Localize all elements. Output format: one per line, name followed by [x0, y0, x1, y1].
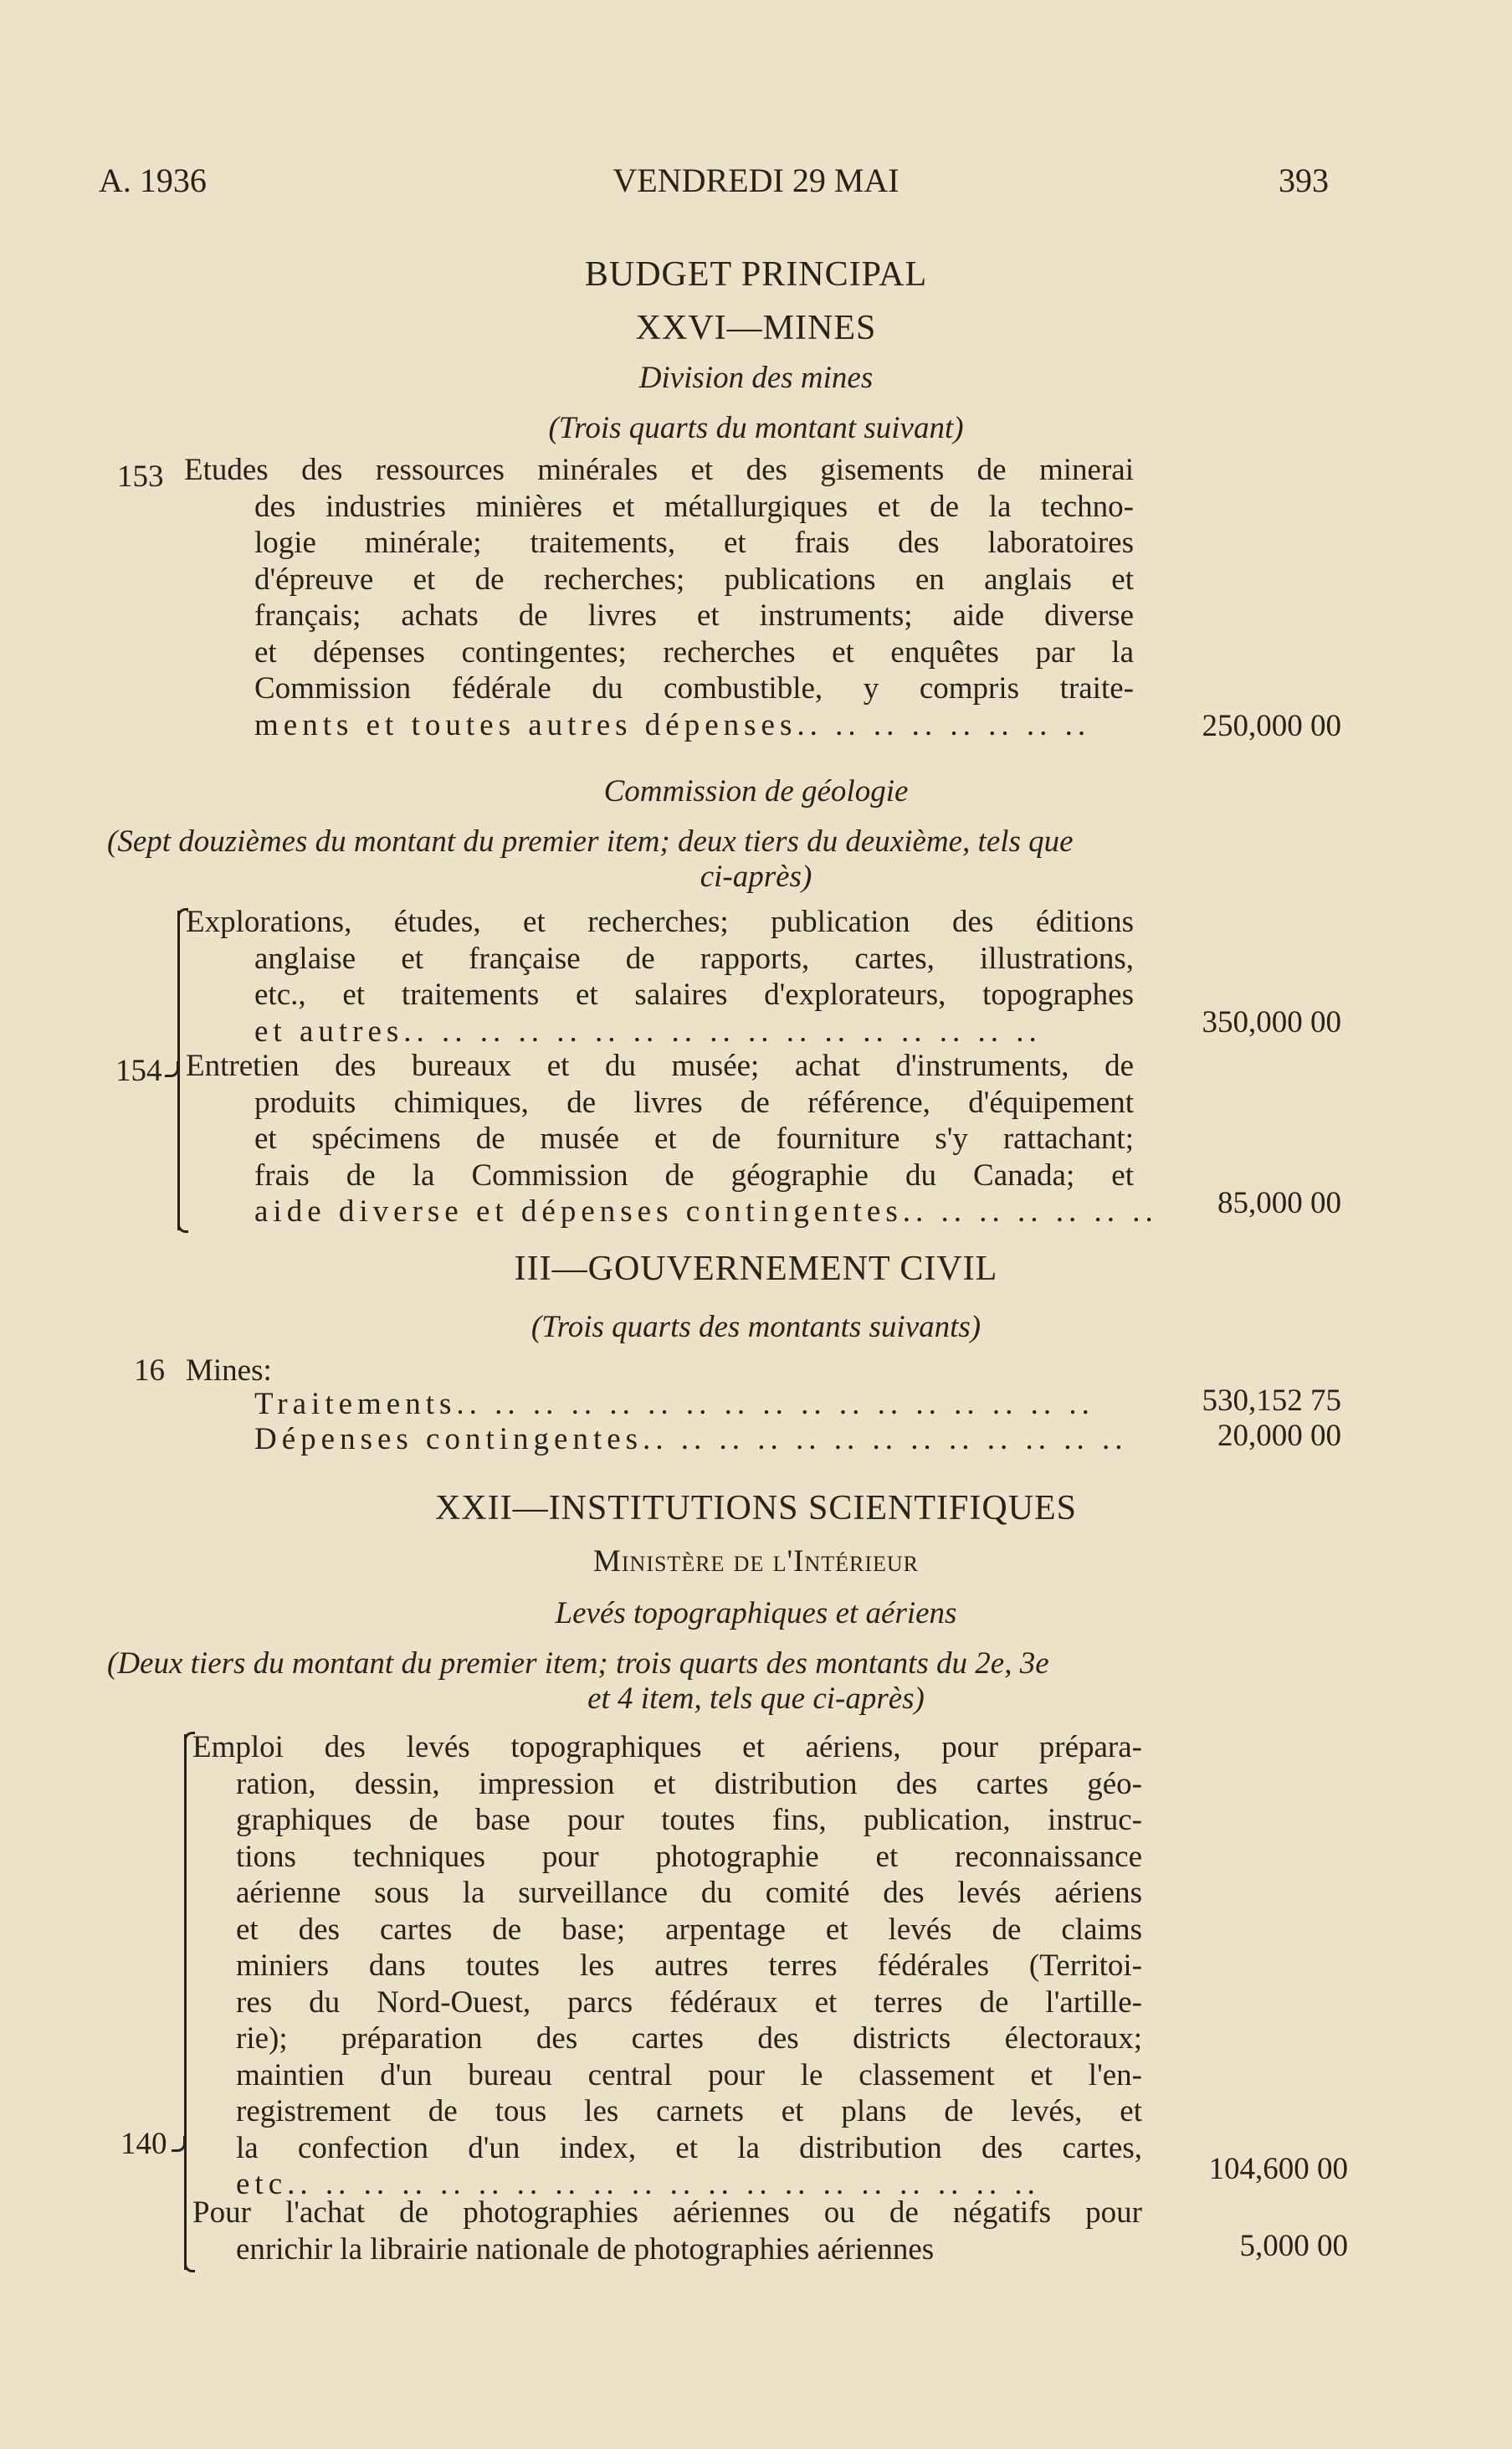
text-line: etc.. .. .. .. .. .. .. .. .. .. .. .. .. .. .. .. .. .. .. .. — [236, 2167, 1040, 2201]
header-session: A. 1936 — [99, 162, 207, 199]
item-number-154: 154 — [115, 1054, 162, 1088]
text-line: d'épreuve et de recherches; publications en anglais et — [254, 562, 1134, 597]
geologie-item-b-text — [186, 1048, 1158, 1230]
text-line: Explorations, études, et recherches; publication des éditions — [186, 905, 1134, 939]
text-line: enrichir la librairie nationale de photographies aériennes — [236, 2231, 935, 2267]
text-line: et autres.. .. .. .. .. .. .. .. .. .. .. .. .. .. .. .. .. — [254, 1014, 1042, 1049]
text-line: graphiques de base pour toutes fins, publication, instruc- — [236, 1803, 1142, 1837]
text-line: etc., et traitements et salaires d'explorateurs, topographes — [254, 978, 1134, 1012]
text-line: aérienne sous la surveillance du comité des levés aériens — [236, 1876, 1142, 1910]
text-line: aide diverse et dépenses contingentes.. .. .. .. .. .. .. — [254, 1194, 1158, 1229]
amount-depenses: 20,000 00 — [1217, 1419, 1341, 1453]
mines-note: (Trois quarts du montant suivant) — [548, 411, 964, 445]
text-line: anglaise et française de rapports, cartes, illustrations, — [254, 941, 1134, 976]
text-line: et spécimens de musée et de fourniture s'y rattachant; — [254, 1122, 1134, 1156]
mines-division: Division des mines — [638, 361, 874, 395]
amount-geologie-item-a: 350,000 00 — [1202, 1005, 1341, 1040]
text-line: registrement de tous les carnets et plans de levés, et — [236, 2094, 1142, 2128]
ministere-title: Ministère de l'Intérieur — [592, 1544, 919, 1579]
institutions-note-line-1: (Deux tiers du montant du premier item; trois quarts des montants du 2e, 3e — [107, 1646, 1049, 1681]
text-line: Emploi des levés topographiques et aériens, pour prépara- — [192, 1730, 1142, 1764]
text-line: Etudes des ressources minérales et des gisements de minerai — [184, 453, 1134, 487]
gouvernement-note: (Trois quarts des montants suivants) — [530, 1310, 982, 1344]
geologie-title: Commission de géologie — [603, 774, 909, 809]
text-line: ration, dessin, impression et distribution des cartes géo- — [236, 1766, 1142, 1801]
item-number-16: 16 — [134, 1353, 165, 1388]
text-line: et dépenses contingentes; recherches et enquêtes par la — [254, 634, 1134, 670]
institutions-subtitle: Levés topographiques et aériens — [555, 1596, 957, 1630]
text-line: et des cartes de base; arpentage et levés de claims — [236, 1912, 1142, 1947]
amount-institutions-item-a: 104,600 00 — [1208, 2152, 1348, 2186]
text-line: Entretien des bureaux et du musée; achat d'instruments, de — [186, 1049, 1134, 1083]
mines-label: Mines: — [186, 1353, 272, 1388]
geologie-note-line-2: ci-après) — [700, 860, 812, 894]
text-line: res du Nord-Ouest, parcs fédéraux et terres de l'artille- — [236, 1984, 1142, 2020]
text-line: Commission fédérale du combustible, y compris traite- — [254, 671, 1134, 706]
amount-geologie-item-b: 85,000 00 — [1217, 1186, 1341, 1220]
brace-140 — [184, 1734, 187, 2270]
mines-title: XXVI—MINES — [635, 309, 877, 347]
item-number-140: 140 — [120, 2127, 167, 2161]
text-line: ments et toutes autres dépenses.. .. .. .. .. .. .. .. — [254, 707, 1091, 742]
budget-title: BUDGET PRINCIPAL — [584, 255, 928, 294]
item-number-153: 153 — [117, 460, 164, 494]
text-line: des industries minières et métallurgiques et de la techno- — [254, 489, 1134, 524]
header-page-number: 393 — [1279, 162, 1329, 199]
text-line: Pour l'achat de photographies aériennes ou de négatifs pour — [192, 2195, 1142, 2230]
text-line: logie minérale; traitements, et frais des laboratoires — [254, 526, 1134, 560]
institutions-note-line-2: et 4 item, tels que ci-après) — [587, 1681, 925, 1716]
header-date: VENDREDI 29 MAI — [612, 162, 900, 199]
geologie-item-a-text — [186, 904, 1134, 1050]
text-line: tions techniques pour photographie et reconnaissance — [236, 1839, 1142, 1874]
brace-154 — [177, 911, 180, 1230]
geologie-note-line-1: (Sept douzièmes du montant du premier item; deux tiers du deuxième, tels que — [107, 824, 1074, 859]
text-line: frais de la Commission de géographie du Canada; et — [254, 1158, 1134, 1193]
institutions-title: XXII—INSTITUTIONS SCIENTIFIQUES — [434, 1489, 1078, 1527]
row-traitements-label: Traitements.. .. .. .. .. .. .. .. .. .. .. .. .. .. .. .. .. — [254, 1387, 1094, 1421]
institutions-item-b-text — [192, 2195, 1142, 2267]
text-line: la confection d'un index, et la distribution des cartes, — [236, 2130, 1142, 2165]
text-line: miniers dans toutes les autres terres fédérales (Territoi- — [236, 1948, 1142, 1983]
text-line: maintien d'un bureau central pour le classement et l'en- — [236, 2057, 1142, 2092]
gouvernement-title: III—GOUVERNEMENT CIVIL — [514, 1250, 998, 1288]
institutions-item-a-text — [192, 1729, 1142, 2203]
row-depenses-label: Dépenses contingentes.. .. .. .. .. .. .. .. .. .. .. .. .. — [254, 1422, 1128, 1456]
mines-item-text — [184, 452, 1134, 743]
text-line: produits chimiques, de livres de référence, d'équipement — [254, 1085, 1134, 1120]
text-line: français; achats de livres et instruments; aide diverse — [254, 598, 1134, 633]
text-line: rie); préparation des cartes des districts électoraux; — [236, 2021, 1142, 2056]
amount-traitements: 530,152 75 — [1202, 1384, 1341, 1418]
amount-mines: 250,000 00 — [1202, 709, 1341, 743]
amount-institutions-item-b: 5,000 00 — [1239, 2229, 1348, 2263]
